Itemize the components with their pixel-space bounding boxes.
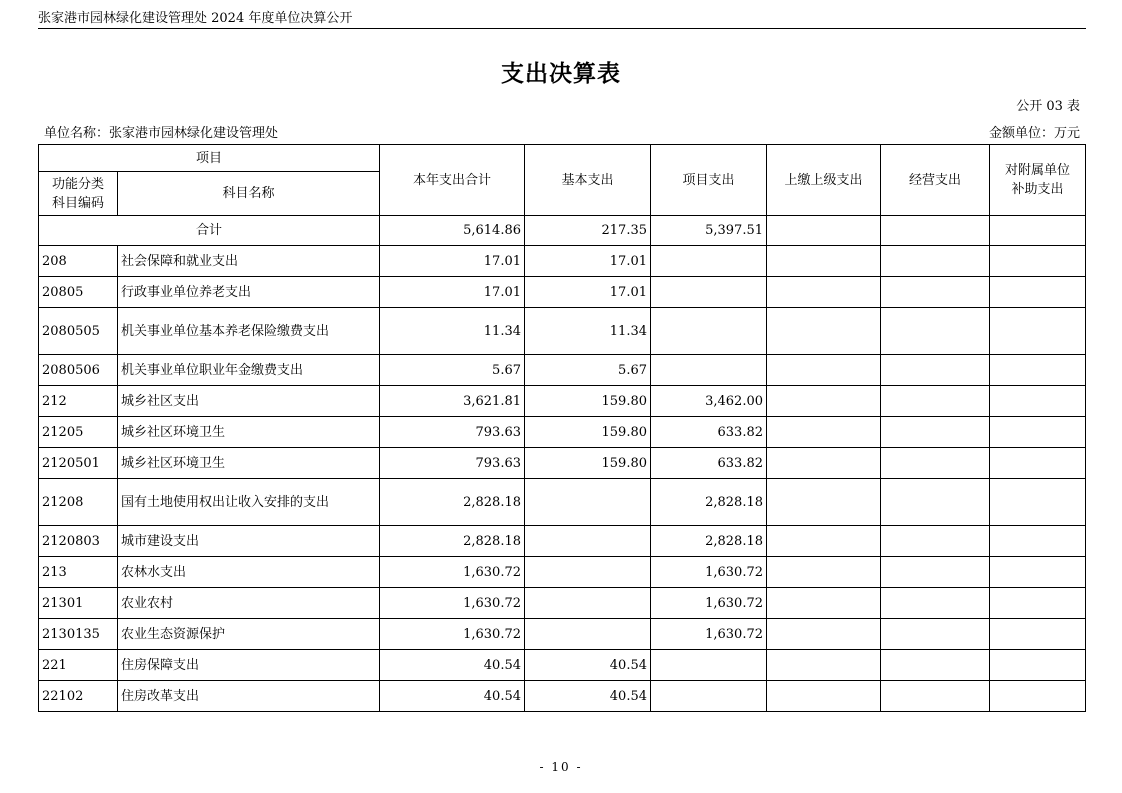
running-header: 张家港市园林绿化建设管理处 2024 年度单位决算公开 — [38, 10, 1086, 29]
project-cell: 5,397.51 — [651, 216, 767, 246]
subsidiary-cell — [990, 386, 1086, 417]
basic-cell: 11.34 — [525, 308, 651, 355]
superior-cell — [767, 448, 881, 479]
subject-name-cell: 城乡社区环境卫生 — [118, 417, 380, 448]
table-number: 公开 03 表 — [1016, 99, 1080, 114]
basic-cell: 217.35 — [525, 216, 651, 246]
business-cell — [881, 355, 990, 386]
subsidiary-cell — [990, 448, 1086, 479]
header-basic: 基本支出 — [525, 145, 651, 216]
project-cell — [651, 650, 767, 681]
table-row — [39, 526, 1086, 557]
basic-cell: 17.01 — [525, 246, 651, 277]
business-cell — [881, 216, 990, 246]
header-business: 经营支出 — [881, 145, 990, 216]
table-row — [39, 557, 1086, 588]
project-cell: 633.82 — [651, 448, 767, 479]
table-row — [39, 277, 1086, 308]
subject-name-cell: 行政事业单位养老支出 — [118, 277, 380, 308]
header-superior: 上缴上级支出 — [767, 145, 881, 216]
code-cell: 213 — [39, 557, 118, 588]
subsidiary-cell — [990, 308, 1086, 355]
basic-cell: 17.01 — [525, 277, 651, 308]
total-cell: 1,630.72 — [380, 588, 525, 619]
basic-cell: 5.67 — [525, 355, 651, 386]
superior-cell — [767, 557, 881, 588]
total-cell: 793.63 — [380, 448, 525, 479]
table-row — [39, 650, 1086, 681]
total-label: 合计 — [39, 216, 380, 246]
business-cell — [881, 308, 990, 355]
basic-cell — [525, 557, 651, 588]
subsidiary-cell — [990, 526, 1086, 557]
business-cell — [881, 588, 990, 619]
business-cell — [881, 417, 990, 448]
total-cell: 1,630.72 — [380, 557, 525, 588]
project-cell — [651, 246, 767, 277]
subject-name-cell: 机关事业单位职业年金缴费支出 — [118, 355, 380, 386]
subject-name-cell: 农业农村 — [118, 588, 380, 619]
business-cell — [881, 557, 990, 588]
table-row — [39, 681, 1086, 712]
superior-cell — [767, 526, 881, 557]
superior-cell — [767, 588, 881, 619]
business-cell — [881, 619, 990, 650]
total-cell: 2,828.18 — [380, 479, 525, 526]
total-cell: 17.01 — [380, 246, 525, 277]
table-row — [39, 479, 1086, 526]
project-cell: 633.82 — [651, 417, 767, 448]
total-cell: 5.67 — [380, 355, 525, 386]
expenditure-table — [38, 144, 1086, 712]
total-cell: 40.54 — [380, 650, 525, 681]
project-cell: 2,828.18 — [651, 479, 767, 526]
header-subject-name: 科目名称 — [118, 172, 380, 216]
project-cell — [651, 277, 767, 308]
project-cell: 1,630.72 — [651, 588, 767, 619]
subject-name-cell: 农业生态资源保护 — [118, 619, 380, 650]
basic-cell — [525, 479, 651, 526]
superior-cell — [767, 681, 881, 712]
basic-cell: 159.80 — [525, 417, 651, 448]
header-func-code: 功能分类 科目编码 — [39, 172, 118, 216]
currency-unit: 金额单位：万元 — [988, 126, 1080, 141]
code-cell: 22102 — [39, 681, 118, 712]
total-cell: 17.01 — [380, 277, 525, 308]
table-row — [39, 448, 1086, 479]
total-cell: 1,630.72 — [380, 619, 525, 650]
subject-name-cell: 社会保障和就业支出 — [118, 246, 380, 277]
basic-cell — [525, 526, 651, 557]
code-cell: 21208 — [39, 479, 118, 526]
basic-cell — [525, 619, 651, 650]
table-body — [39, 216, 1086, 712]
project-cell — [651, 355, 767, 386]
subject-name-cell: 住房改革支出 — [118, 681, 380, 712]
table-row — [39, 619, 1086, 650]
code-cell: 21301 — [39, 588, 118, 619]
total-cell: 2,828.18 — [380, 526, 525, 557]
subject-name-cell: 机关事业单位基本养老保险缴费支出 — [118, 308, 380, 355]
subsidiary-cell — [990, 650, 1086, 681]
table-row — [39, 308, 1086, 355]
subject-name-cell: 国有土地使用权出让收入安排的支出 — [118, 479, 380, 526]
basic-cell — [525, 588, 651, 619]
header-subsidiary: 对附属单位 补助支出 — [990, 145, 1086, 216]
basic-cell: 40.54 — [525, 650, 651, 681]
project-cell — [651, 308, 767, 355]
subsidiary-cell — [990, 479, 1086, 526]
business-cell — [881, 448, 990, 479]
superior-cell — [767, 417, 881, 448]
business-cell — [881, 386, 990, 417]
subject-name-cell: 城市建设支出 — [118, 526, 380, 557]
subject-name-cell: 城乡社区支出 — [118, 386, 380, 417]
subject-name-cell: 农林水支出 — [118, 557, 380, 588]
subsidiary-cell — [990, 277, 1086, 308]
basic-cell: 40.54 — [525, 681, 651, 712]
project-cell — [651, 681, 767, 712]
business-cell — [881, 246, 990, 277]
project-cell: 1,630.72 — [651, 557, 767, 588]
superior-cell — [767, 355, 881, 386]
business-cell — [881, 650, 990, 681]
superior-cell — [767, 619, 881, 650]
subject-name-cell: 城乡社区环境卫生 — [118, 448, 380, 479]
unit-name: 单位名称：张家港市园林绿化建设管理处 — [44, 126, 279, 141]
header-project: 项目 — [39, 145, 380, 172]
subsidiary-cell — [990, 557, 1086, 588]
total-cell: 793.63 — [380, 417, 525, 448]
business-cell — [881, 277, 990, 308]
subsidiary-cell — [990, 619, 1086, 650]
table-row — [39, 246, 1086, 277]
page-number: - 10 - — [539, 760, 583, 774]
code-cell: 21205 — [39, 417, 118, 448]
business-cell — [881, 526, 990, 557]
subsidiary-cell — [990, 246, 1086, 277]
superior-cell — [767, 650, 881, 681]
code-cell: 2080505 — [39, 308, 118, 355]
project-cell: 2,828.18 — [651, 526, 767, 557]
code-cell: 212 — [39, 386, 118, 417]
basic-cell: 159.80 — [525, 448, 651, 479]
superior-cell — [767, 246, 881, 277]
page-title: 支出决算表 — [501, 60, 621, 87]
header-project-expenditure: 项目支出 — [651, 145, 767, 216]
superior-cell — [767, 308, 881, 355]
table-row — [39, 588, 1086, 619]
project-cell: 1,630.72 — [651, 619, 767, 650]
superior-cell — [767, 277, 881, 308]
business-cell — [881, 681, 990, 712]
project-cell: 3,462.00 — [651, 386, 767, 417]
subsidiary-cell — [990, 355, 1086, 386]
total-cell: 40.54 — [380, 681, 525, 712]
subsidiary-cell — [990, 588, 1086, 619]
superior-cell — [767, 479, 881, 526]
table-row — [39, 417, 1086, 448]
subject-name-cell: 住房保障支出 — [118, 650, 380, 681]
code-cell: 2130135 — [39, 619, 118, 650]
total-row — [39, 216, 1086, 246]
subsidiary-cell — [990, 681, 1086, 712]
meta-row — [44, 122, 1080, 141]
subsidiary-cell — [990, 417, 1086, 448]
superior-cell — [767, 216, 881, 246]
subsidiary-cell — [990, 216, 1086, 246]
business-cell — [881, 479, 990, 526]
total-cell: 3,621.81 — [380, 386, 525, 417]
code-cell: 208 — [39, 246, 118, 277]
code-cell: 20805 — [39, 277, 118, 308]
table-row — [39, 386, 1086, 417]
code-cell: 2120803 — [39, 526, 118, 557]
table-row — [39, 355, 1086, 386]
total-cell: 5,614.86 — [380, 216, 525, 246]
total-cell: 11.34 — [380, 308, 525, 355]
basic-cell: 159.80 — [525, 386, 651, 417]
code-cell: 2080506 — [39, 355, 118, 386]
code-cell: 221 — [39, 650, 118, 681]
superior-cell — [767, 386, 881, 417]
code-cell: 2120501 — [39, 448, 118, 479]
header-total: 本年支出合计 — [380, 145, 525, 216]
